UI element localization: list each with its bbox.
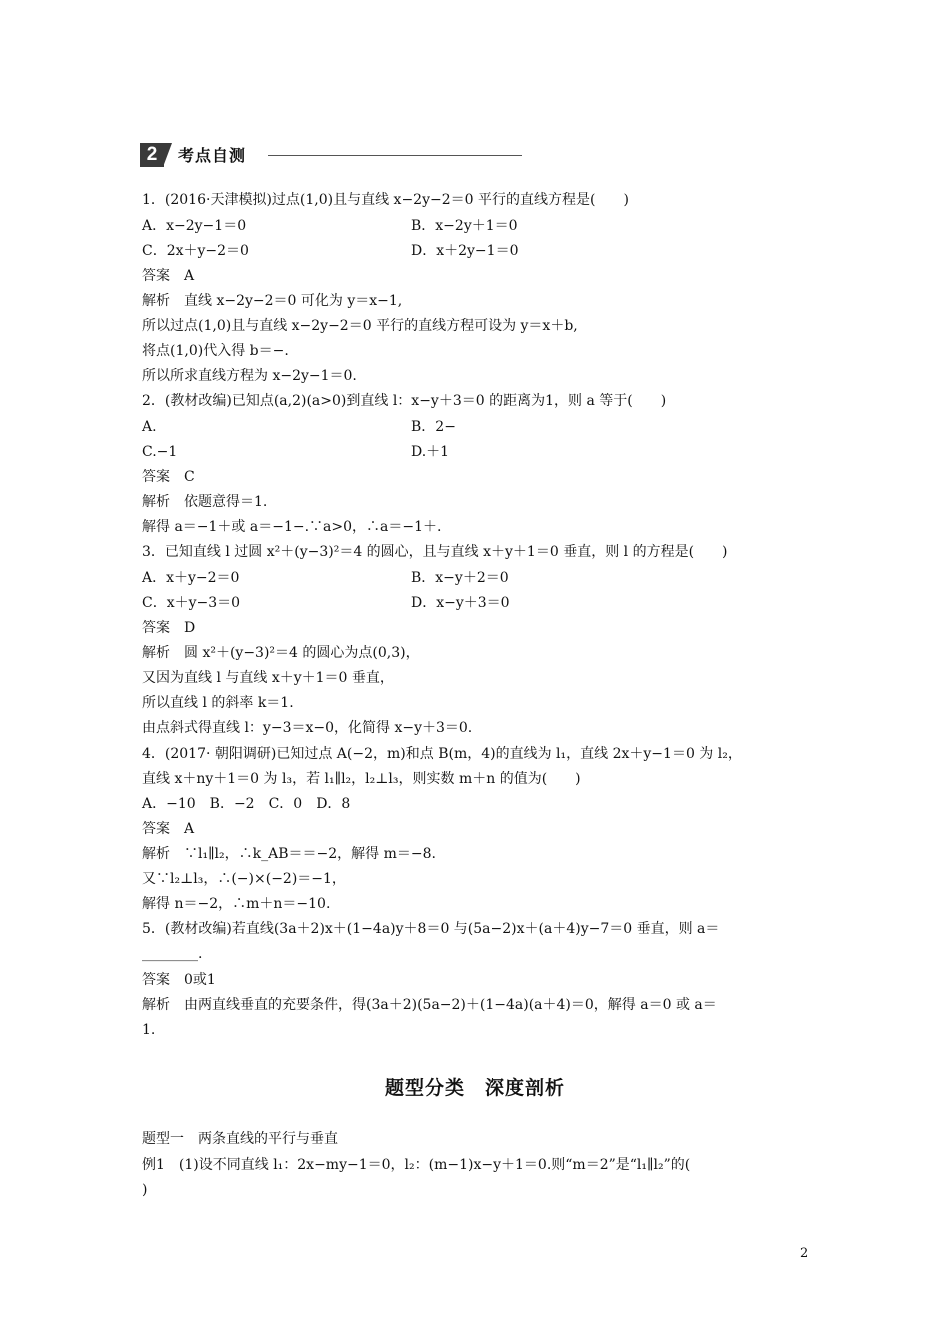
q5-analysis-2: 1.	[142, 1022, 156, 1038]
q4-analysis-1: 解析 ∵l₁∥l₂，∴k_AB＝＝−2，解得 m＝−8.	[142, 846, 436, 862]
q2-option-a: A.	[142, 419, 157, 435]
topic-heading: 题型一 两条直线的平行与垂直	[142, 1131, 338, 1147]
q3-analysis-3: 所以直线 l 的斜率 k＝1.	[142, 695, 294, 711]
q2-answer: 答案 C	[142, 469, 195, 485]
section-big-title: 题型分类 深度剖析	[384, 1077, 565, 1099]
q1-option-a: A．x−2y−1＝0	[142, 218, 247, 234]
q3-analysis-2: 又因为直线 l 与直线 x＋y＋1＝0 垂直，	[142, 670, 394, 686]
q1-analysis-1: 解析 直线 x−2y−2＝0 可化为 y＝x−1,	[142, 293, 403, 309]
q3-option-c: C．x＋y−3＝0	[142, 595, 241, 611]
q1-option-d: D．x＋2y−1＝0	[411, 243, 519, 259]
q1-analysis-4: 所以所求直线方程为 x−2y−1＝0.	[142, 368, 357, 384]
q5-blank: ________.	[142, 946, 203, 962]
section-badge-slant	[163, 143, 172, 167]
q5-stem-1: 5．(教材改编)若直线(3a＋2)x＋(1−4a)y＋8＝0 与(5a−2)x＋(a＋4)y−7＝0 垂直，则 a＝	[142, 921, 720, 937]
q3-option-b: B．x−y＋2＝0	[411, 570, 509, 586]
q5-analysis-1: 解析 由两直线垂直的充要条件，得(3a＋2)(5a−2)＋(1−4a)(a＋4)＝0，解得 a＝0 或 a＝	[142, 997, 717, 1013]
q2-stem: 2．(教材改编)已知点(a,2)(a>0)到直线 l：x−y＋3＝0 的距离为1，则 a 等于( )	[142, 393, 667, 409]
section-number-badge: 2	[140, 143, 164, 167]
q5-answer: 答案 0或1	[142, 972, 216, 988]
section-header	[140, 143, 522, 169]
page-number: 2	[800, 1246, 809, 1261]
q3-option-a: A．x＋y−2＝0	[142, 570, 240, 586]
q3-analysis-4: 由点斜式得直线 l：y−3＝x−0，化简得 x−y＋3＝0.	[142, 720, 473, 736]
q4-analysis-2: 又∵l₂⊥l₃，∴(−)×(−2)＝−1，	[142, 871, 346, 887]
q3-analysis-1: 解析 圆 x²＋(y−3)²＝4 的圆心为点(0,3)，	[142, 645, 420, 661]
section-rule	[268, 155, 522, 156]
q4-analysis-3: 解得 n＝−2，∴m＋n＝−10.	[142, 896, 331, 912]
q2-option-d: D.＋1	[411, 444, 450, 460]
q2-option-c: C.−1	[142, 444, 178, 460]
q4-stem-1: 4．(2017· 朝阳调研)已知过点 A(−2，m)和点 B(m，4)的直线为 l₁，直线 2x＋y−1＝0 为 l₂，	[142, 746, 742, 762]
q1-option-c: C．2x＋y−2＝0	[142, 243, 249, 259]
q3-stem: 3．已知直线 l 过圆 x²＋(y−3)²＝4 的圆心，且与直线 x＋y＋1＝0 垂直，则 l 的方程是( )	[142, 544, 728, 560]
q2-option-b: B．2−	[411, 419, 456, 435]
q1-option-b: B．x−2y＋1＝0	[411, 218, 518, 234]
q1-analysis-3: 将点(1,0)代入得 b＝−.	[142, 343, 289, 359]
section-title: 考点自测	[178, 146, 247, 165]
q3-answer: 答案 D	[142, 620, 196, 636]
q4-stem-2: 直线 x＋ny＋1＝0 为 l₃，若 l₁∥l₂，l₂⊥l₃，则实数 m＋n 的值为( )	[142, 771, 581, 787]
example1-paren: )	[142, 1182, 148, 1198]
q2-analysis-2: 解得 a＝−1＋或 a＝−1−.∵a>0，∴a＝−1＋.	[142, 519, 442, 535]
q3-option-d: D．x−y＋3＝0	[411, 595, 510, 611]
example1-stem: 例1 (1)设不同直线 l₁：2x−my−1＝0，l₂：(m−1)x−y＋1＝0.则“m＝2”是“l₁∥l₂”的(	[142, 1157, 691, 1173]
q2-analysis-1: 解析 依题意得＝1.	[142, 494, 268, 510]
q4-answer: 答案 A	[142, 821, 195, 837]
q1-stem: 1．(2016·天津模拟)过点(1,0)且与直线 x−2y−2＝0 平行的直线方程是( )	[142, 192, 629, 208]
q4-options: A．−10 B．−2 C．0 D．8	[142, 796, 351, 812]
q1-analysis-2: 所以过点(1,0)且与直线 x−2y−2＝0 平行的直线方程可设为 y＝x＋b,	[142, 318, 578, 334]
q1-answer: 答案 A	[142, 268, 195, 284]
